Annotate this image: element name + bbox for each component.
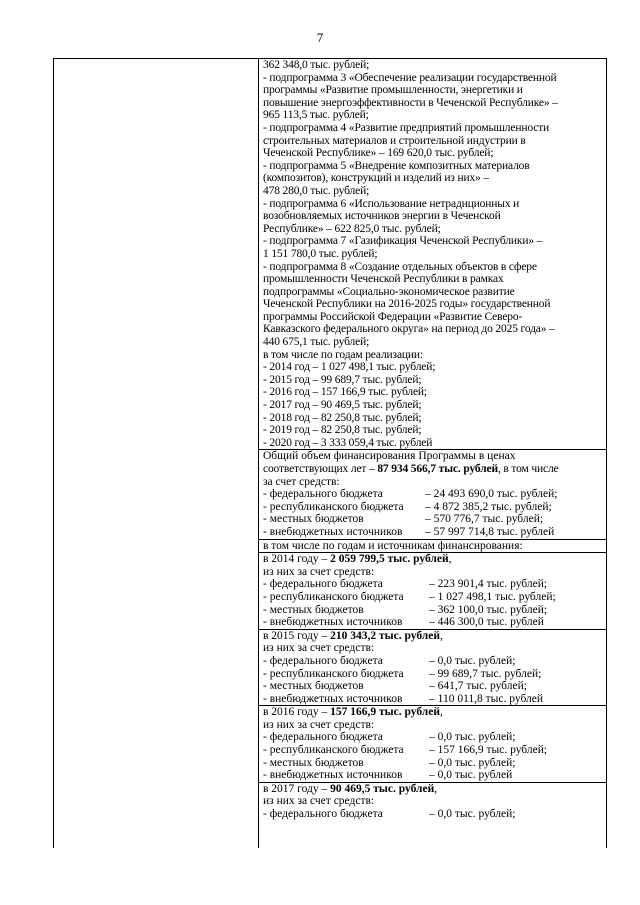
text-line: 440 675,1 тыс. рублей; <box>263 336 370 349</box>
funding-source-label: - республиканского бюджета <box>263 500 404 513</box>
funding-amount: – 223 901,4 тыс. рублей; <box>429 578 548 591</box>
funding-amount: – 57 997 714,8 тыс. рублей <box>425 525 555 538</box>
text-line: 1 151 780,0 тыс. рублей; <box>263 247 378 260</box>
text-line: 362 348,0 тыс. рублей; <box>263 59 370 71</box>
text-line: в том числе по годам реализации: <box>263 348 423 361</box>
year-total-amount: 2 059 799,5 тыс. рублей <box>330 553 449 566</box>
year-total-line: в 2015 году – 210 343,2 тыс. рублей, <box>263 629 443 642</box>
funding-source-label: - федерального бюджета <box>263 578 383 591</box>
table-left-column <box>54 59 259 848</box>
text-line: (композитов), конструкций и изделий из них» – <box>263 172 489 185</box>
funding-source-label: - внебюджетных источников <box>263 616 403 629</box>
subprograms-cell <box>259 59 606 450</box>
funding-row <box>263 693 604 706</box>
funding-row <box>263 501 604 514</box>
sources-subheader: из них за счет средств: <box>263 718 375 731</box>
funding-source-label: - республиканского бюджета <box>263 590 404 603</box>
text-line: - подпрограмма 7 «Газификация Чеченской Республики» – <box>263 235 543 248</box>
text-line: - 2020 год – 3 333 059,4 тыс. рублей <box>263 436 433 449</box>
text-line: 965 113,5 тыс. рублей; <box>263 109 369 122</box>
funding-row <box>263 513 604 526</box>
funding-row <box>263 526 604 539</box>
funding-amount: – 362 100,0 тыс. рублей; <box>429 603 548 616</box>
year-total-amount: 90 469,5 тыс. рублей <box>330 782 435 795</box>
funding-row <box>263 488 604 501</box>
funding-source-label: - местных бюджетов <box>263 603 364 616</box>
funding-source-label: - внебюджетных источников <box>263 692 403 705</box>
year-2017-cell <box>259 783 606 821</box>
year-total-line: в 2016 году – 157 166,9 тыс. рублей, <box>263 706 443 719</box>
text-line: возобновляемых источников энергии в Чеченской <box>263 210 501 223</box>
total-line-3: за счет средств: <box>263 475 340 488</box>
funding-amount: – 641,7 тыс. рублей; <box>429 680 527 693</box>
text-line: программы «Развитие промышленности, энергетики и <box>263 84 523 97</box>
text-line: повышение энергоэффективности в Чеченской Республике» – <box>263 96 558 109</box>
funding-row <box>263 655 604 668</box>
funding-amount: – 0,0 тыс. рублей; <box>429 654 516 667</box>
funding-source-label: - местных бюджетов <box>263 680 364 693</box>
funding-amount: – 1 027 498,1 тыс. рублей; <box>429 590 556 603</box>
total-financing-cell <box>259 450 606 539</box>
funding-row <box>263 591 604 604</box>
funding-source-label: - местных бюджетов <box>263 756 364 769</box>
funding-row <box>263 744 604 757</box>
funding-amount: – 0,0 тыс. рублей; <box>429 731 516 744</box>
funding-row <box>263 680 604 693</box>
funding-row <box>263 808 604 821</box>
text-line: - 2015 год – 99 689,7 тыс. рублей; <box>263 373 422 386</box>
funding-row <box>263 757 604 770</box>
funding-source-label: - федерального бюджета <box>263 654 383 667</box>
text-line: Чеченской Республике» – 169 620,0 тыс. рублей; <box>263 147 494 160</box>
text-line: программы Российской Федерации «Развитие Северо- <box>263 310 523 323</box>
total-line-1: Общий объем финансирования Программы в ценах <box>263 450 516 463</box>
text-line: подпрограммы «Социально-экономическое развитие <box>263 285 515 298</box>
funding-amount: – 24 493 690,0 тыс. рублей; <box>425 488 558 501</box>
year-2014-cell <box>259 553 606 630</box>
funding-amount: – 570 776,7 тыс. рублей; <box>425 513 544 526</box>
year-total-line: в 2014 году – 2 059 799,5 тыс. рублей, <box>263 553 452 566</box>
funding-source-label: - внебюджетных источников <box>263 769 403 782</box>
text-line: - подпрограмма 5 «Внедрение композитных материалов <box>263 159 530 172</box>
year-total-amount: 210 343,2 тыс. рублей <box>330 629 440 642</box>
funding-amount: – 0,0 тыс. рублей; <box>429 756 516 769</box>
page-number: 7 <box>316 30 324 45</box>
text-line: - подпрограмма 6 «Использование нетрадиционных и <box>263 197 520 210</box>
funding-source-label: - республиканского бюджета <box>263 667 404 680</box>
year-total-amount: 157 166,9 тыс. рублей <box>330 706 440 719</box>
passport-table <box>53 58 607 848</box>
year-2016-cell <box>259 706 606 783</box>
text-line: 478 280,0 тыс. рублей; <box>263 184 370 197</box>
funding-row <box>263 731 604 744</box>
by-year-header-cell <box>259 540 606 554</box>
funding-amount: – 0,0 тыс. рублей <box>429 769 513 782</box>
total-amount: 87 934 566,7 тыс. рублей <box>377 463 498 475</box>
text-line: - подпрограмма 8 «Создание отдельных объектов в сфере <box>263 260 537 273</box>
funding-amount: – 157 166,9 тыс. рублей; <box>429 744 548 757</box>
funding-amount: – 4 872 385,2 тыс. рублей; <box>425 500 552 513</box>
funding-source-label: - федерального бюджета <box>263 731 383 744</box>
funding-source-label: - федерального бюджета <box>263 488 383 501</box>
funding-amount: – 0,0 тыс. рублей; <box>429 808 516 821</box>
funding-row <box>263 604 604 617</box>
text-line: - 2017 год – 90 469,5 тыс. рублей; <box>263 399 422 412</box>
funding-amount: – 446 300,0 тыс. рублей <box>429 616 544 629</box>
funding-source-label: - внебюджетных источников <box>263 525 403 538</box>
funding-amount: – 99 689,7 тыс. рублей; <box>429 667 542 680</box>
text-line: Чеченской Республики на 2016-2025 годы» государственной <box>263 298 551 311</box>
year-total-line: в 2017 году – 90 469,5 тыс. рублей, <box>263 782 438 795</box>
funding-row <box>263 668 604 681</box>
text-line: - подпрограмма 4 «Развитие предприятий промышленности <box>263 121 550 134</box>
text-line: - подпрограмма 3 «Обеспечение реализации государственной <box>263 71 557 84</box>
text-line: строительных материалов и строительной индустрии в <box>263 134 526 147</box>
sources-subheader: из них за счет средств: <box>263 565 375 578</box>
funding-row <box>263 578 604 591</box>
funding-source-label: - местных бюджетов <box>263 513 364 526</box>
text-line: Республике» – 622 825,0 тыс. рублей; <box>263 222 441 235</box>
by-year-header: в том числе по годам и источникам финансирования: <box>263 539 523 552</box>
text-line: - 2016 год – 157 166,9 тыс. рублей; <box>263 386 427 399</box>
text-line: - 2014 год – 1 027 498,1 тыс. рублей; <box>263 361 436 374</box>
text-line: Кавказского федерального округа» на период до 2025 года» – <box>263 323 555 336</box>
text-line: - 2019 год – 82 250,8 тыс. рублей; <box>263 424 422 437</box>
funding-amount: – 110 011,8 тыс. рублей <box>429 692 544 705</box>
sources-subheader: из них за счет средств: <box>263 642 375 655</box>
total-line-2: соответствующих лет – 87 934 566,7 тыс. рублей, в том числе <box>263 463 559 475</box>
funding-source-label: - республиканского бюджета <box>263 744 404 757</box>
sources-subheader: из них за счет средств: <box>263 795 375 808</box>
text-line: - 2018 год – 82 250,8 тыс. рублей; <box>263 411 422 424</box>
funding-row <box>263 769 604 782</box>
text-line: промышленности Чеченской Республики в рамках <box>263 273 504 286</box>
year-2015-cell <box>259 630 606 707</box>
table-right-column <box>259 59 606 821</box>
funding-row <box>263 616 604 629</box>
funding-source-label: - федерального бюджета <box>263 808 383 821</box>
